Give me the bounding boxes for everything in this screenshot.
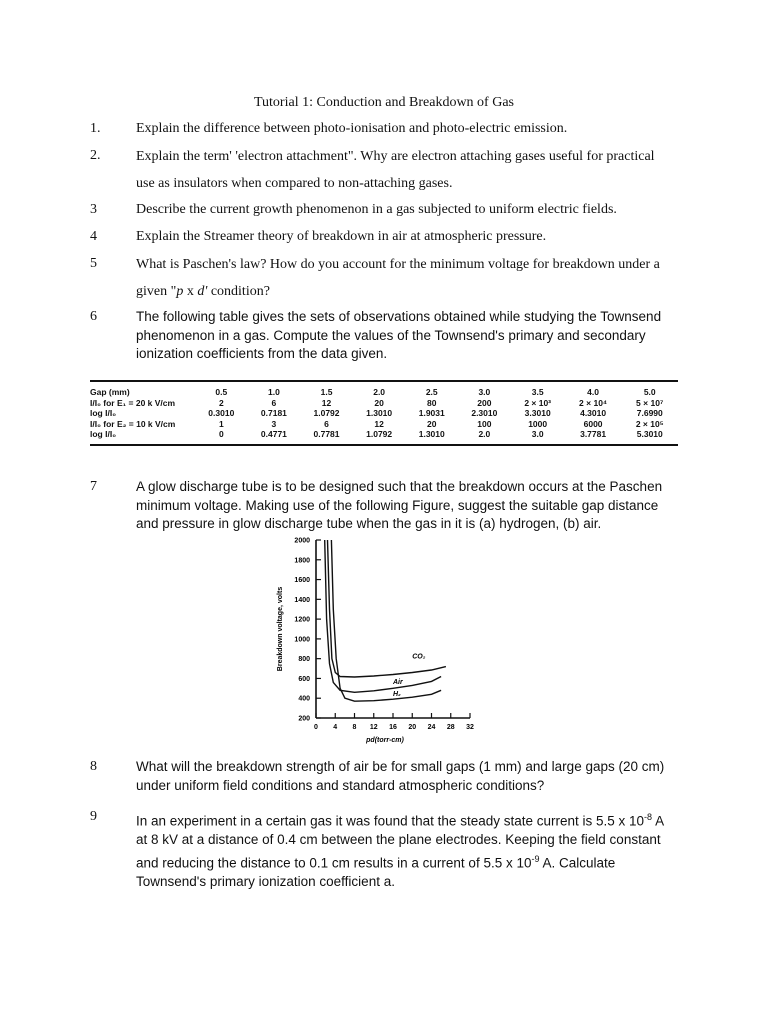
table-cell: 3.5 bbox=[531, 387, 544, 398]
row-label: Gap (mm) bbox=[90, 387, 130, 398]
series-label: Air bbox=[393, 678, 403, 686]
series-line-2 bbox=[325, 540, 441, 692]
table-cell: 0.5 bbox=[215, 387, 228, 398]
x-tick-label: 24 bbox=[427, 724, 436, 731]
question-text: What is Paschen's law? How do you account for the minimum voltage for breakdown under a given "p x d' condition? bbox=[136, 257, 660, 299]
table-row bbox=[90, 419, 678, 430]
y-tick-label: 200 bbox=[298, 715, 310, 723]
question-number: 3 bbox=[90, 202, 97, 217]
x-tick-label: 32 bbox=[466, 724, 474, 731]
y-tick-label: 600 bbox=[298, 675, 310, 683]
table-cell: 2.5 bbox=[425, 387, 438, 398]
table-cell: 12 bbox=[374, 418, 384, 429]
question-number: 4 bbox=[90, 229, 97, 244]
table-cell: 2 × 10³ bbox=[524, 397, 552, 408]
question-text: Explain the Streamer theory of breakdown in air at atmospheric pressure. bbox=[136, 229, 547, 244]
paschen-chart-svg bbox=[270, 532, 490, 752]
question-text: The following table gives the sets of observations obtained while studying the Townsend phenomenon in a gas. Compute the values of the Townsend's primary and secondary ionization coefficients from the data given. bbox=[136, 309, 662, 361]
table-cell: 1.3010 bbox=[418, 429, 445, 440]
series-label: CO₂ bbox=[412, 653, 426, 661]
table-cell: 12 bbox=[321, 397, 332, 408]
table-cell: 5.0 bbox=[643, 387, 656, 398]
table-row bbox=[90, 398, 678, 409]
table-cell: 6000 bbox=[583, 418, 603, 429]
x-tick-label: 8 bbox=[352, 724, 357, 731]
y-tick-label: 1800 bbox=[294, 557, 310, 565]
x-tick-label: 16 bbox=[389, 724, 397, 731]
table-cell: 3 bbox=[271, 418, 277, 429]
table-cell: 2.0 bbox=[373, 387, 386, 398]
x-tick-label: 28 bbox=[446, 724, 455, 731]
paschen-chart bbox=[270, 532, 490, 757]
table-cell: 1.5 bbox=[320, 387, 333, 398]
question-number: 7 bbox=[90, 479, 97, 494]
question-number: 6 bbox=[90, 309, 97, 324]
x-tick-label: 4 bbox=[333, 724, 338, 731]
table-cell: 0.7181 bbox=[260, 408, 287, 419]
question-number: 2. bbox=[90, 148, 101, 163]
question-text: Explain the term' 'electron attachment". Why are electron attaching gases useful for practical use as insulators when compared to non-attaching gases. bbox=[136, 149, 655, 191]
table-cell: 1.3010 bbox=[366, 408, 393, 419]
table-top-rule bbox=[90, 380, 678, 382]
table-cell: 1.0792 bbox=[313, 408, 340, 419]
question-text: Describe the current growth phenomenon in a gas subjected to uniform electric fields. bbox=[136, 202, 617, 217]
table-bottom-rule bbox=[90, 444, 678, 446]
question-text: A glow discharge tube is to be designed such that the breakdown occurs at the Paschen minimum voltage. Making use of the following Figure, suggest the suitable gap distance and pressure in glow discharge tube when the gas in it is (a) hydrogen, (b) air. bbox=[136, 479, 663, 531]
table-cell: 80 bbox=[427, 397, 437, 408]
table-cell: 4.3010 bbox=[580, 408, 607, 419]
y-tick-label: 1000 bbox=[294, 636, 310, 644]
question-number: 8 bbox=[90, 759, 97, 774]
row-label: I/I₀ for E₁ = 20 k V/cm bbox=[90, 397, 176, 408]
question-text: Explain the difference between photo-ionisation and photo-electric emission. bbox=[136, 121, 568, 136]
table-cell: 3.7781 bbox=[580, 429, 607, 440]
y-tick-label: 800 bbox=[298, 656, 310, 664]
table-cell: 6 bbox=[324, 418, 329, 429]
table-cell: 6 bbox=[271, 397, 277, 408]
x-tick-label: 0 bbox=[314, 724, 318, 731]
table-cell: 1 bbox=[218, 418, 224, 429]
page-title: Tutorial 1: Conduction and Breakdown of Gas bbox=[253, 95, 514, 110]
table-cell: 2.3010 bbox=[471, 408, 498, 419]
table-row bbox=[90, 387, 678, 398]
table-cell: 200 bbox=[477, 397, 492, 408]
table-cell: 1.9031 bbox=[418, 408, 445, 419]
y-tick-label: 400 bbox=[298, 695, 310, 703]
table-cell: 20 bbox=[427, 418, 437, 429]
table-cell: 2 × 10⁴ bbox=[579, 397, 608, 408]
y-tick-label: 2000 bbox=[294, 537, 310, 545]
y-tick-label: 1200 bbox=[294, 616, 310, 624]
y-tick-label: 1600 bbox=[294, 577, 310, 585]
table-cell: 0.7781 bbox=[313, 429, 340, 440]
table-cell: 7.6990 bbox=[636, 408, 663, 419]
series-line-1 bbox=[328, 540, 446, 677]
x-tick-label: 20 bbox=[408, 724, 417, 731]
table-cell: 0.4771 bbox=[260, 429, 287, 440]
table-cell: 1.0792 bbox=[366, 429, 393, 440]
row-label: log I/I₀ bbox=[90, 429, 117, 440]
x-axis-label: pd(torr-cm) bbox=[366, 737, 404, 744]
table-cell: 3.0 bbox=[531, 429, 544, 440]
series-label: H₂ bbox=[393, 691, 401, 699]
table-cell: 0.3010 bbox=[208, 408, 235, 419]
row-label: I/I₀ for E₂ = 10 k V/cm bbox=[90, 418, 176, 429]
table-cell: 2.0 bbox=[478, 429, 491, 440]
table-cell: 1.0 bbox=[268, 387, 280, 398]
table-cell: 20 bbox=[374, 397, 384, 408]
question-number: 9 bbox=[90, 809, 97, 824]
table-cell: 2 × 10⁵ bbox=[635, 418, 664, 429]
question-text: What will the breakdown strength of air be for small gaps (1 mm) and large gaps (20 cm) under uniform field conditions and standard atmospheric conditions? bbox=[136, 759, 665, 793]
table-cell: 5.3010 bbox=[636, 429, 663, 440]
question-text: In an experiment in a certain gas it was found that the steady state current is 5.5 x $10^{-8}$ A at 8 kV at a distance of 0.4 cm between the plane electrodes. Keeping the field constant and reducing the distance to 0.1 cm results in a current of 5.5 x $10^{-9}$ A. Calculate Townsend's primary ionization coefficient a. bbox=[136, 812, 664, 889]
table-cell: 100 bbox=[477, 418, 492, 429]
table-cell: 5 × 10⁷ bbox=[636, 397, 664, 408]
question-number: 1. bbox=[90, 121, 101, 136]
table-cell: 1000 bbox=[528, 418, 548, 429]
table-cell: 3.0 bbox=[478, 387, 491, 398]
table-row bbox=[90, 429, 678, 440]
y-tick-label: 1400 bbox=[294, 596, 310, 604]
row-label: log I/I₀ bbox=[90, 408, 117, 419]
table-cell: 2 bbox=[218, 397, 224, 408]
table-cell: 3.3010 bbox=[524, 408, 551, 419]
y-axis-label: Breakdown voltage, volts bbox=[277, 586, 284, 672]
x-tick-label: 12 bbox=[369, 724, 378, 731]
observation-table bbox=[90, 380, 678, 446]
question-number: 5 bbox=[90, 256, 97, 271]
table-cell: 0 bbox=[218, 429, 224, 440]
table-cell: 4.0 bbox=[587, 387, 599, 398]
table-row bbox=[90, 408, 678, 419]
